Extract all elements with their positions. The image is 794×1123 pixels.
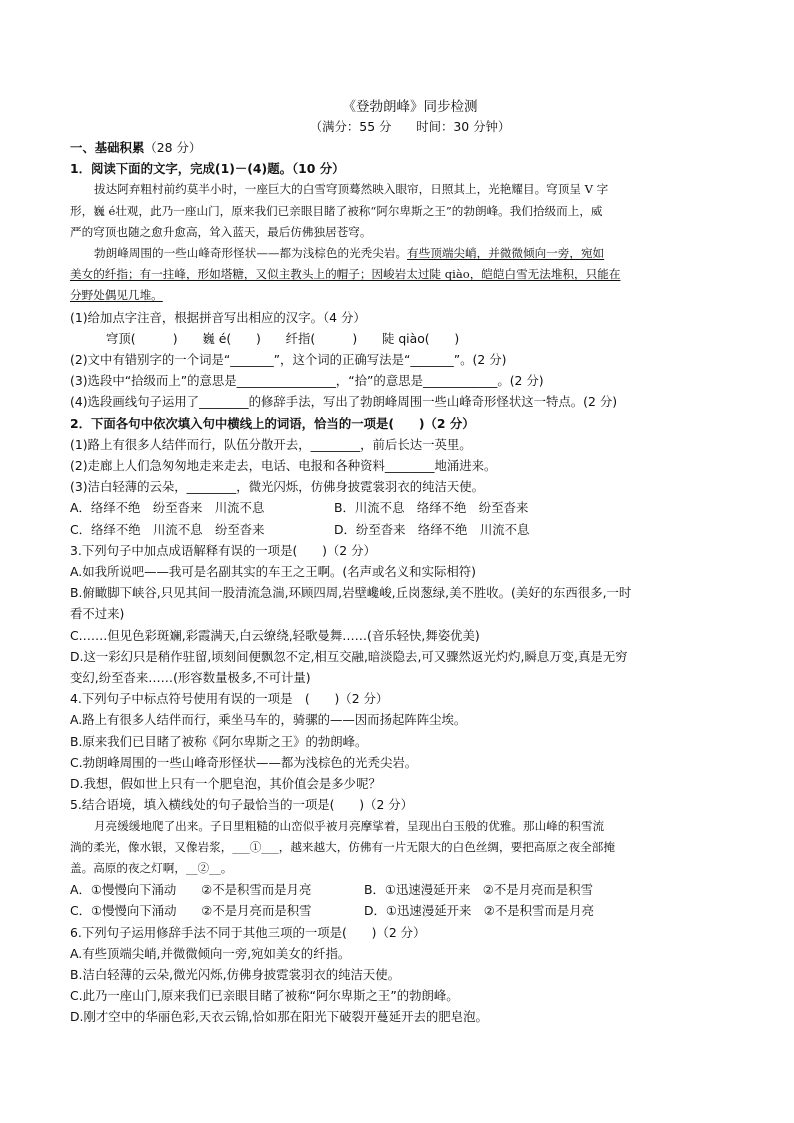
option-b: B．①迅速漫延开来 ②不是月亮而是积雪 [364,882,593,898]
option-b: B.洁白轻薄的云朵,微光闪烁,仿佛身披霓裳羽衣的纯洁天使。 [70,966,401,982]
blank-2: __②__ [185,860,221,875]
question-1-sub-3: (3)选段中“拾级而上”的意思是________________，“拾”的意思是____________。(2 分) [70,373,544,389]
passage-line: 形，巍 é壮观，此乃一座山门，原来我们已亲眼目睹了被称“阿尔卑斯之王”的勃朗峰。我们拾级而上，威 [70,203,603,218]
option-d: D.我想，假如世上只有一个肥皂泡，其价值会是多少呢？ [70,776,381,792]
question-5-stem: 5.结合语境，填入横线处的句子最恰当的一项是( )（2 分） [70,797,414,813]
question-1-sub-1: (1)给加点字注音，根据拼音写出相应的汉字。（4 分） [70,309,366,325]
passage-plain: 勃朗峰周围的一些山峰奇形怪状——都为浅棕色的光秃尖岩。 [94,246,408,261]
option-a: A.如我所说吧——我可是名副其实的车王之王啊。(名声或名义和实际相符) [70,564,476,580]
blank-1: ___①___ [232,839,279,854]
page-title: 《登勃朗峰》同步检测 [342,99,478,115]
option-c: C.……但见色彩斑斓,彩霞满天,白云缭绕,轻歌曼舞……(音乐轻快,舞姿优美) [70,627,480,643]
option-c: C．①慢慢向下涌动 ②不是月亮而是积雪 [70,903,312,919]
passage-line [70,837,730,858]
option-a: A.有些顶端尖峭,并微微倾向一旁,宛如美女的纤指。 [70,945,351,961]
passage-line [70,243,730,264]
passage-line [70,858,730,879]
page-subtitle: （满分：55 分 时间：30 分钟） [309,119,511,134]
section-label: 一、基础积累 [70,140,145,155]
passage-text: 。 [220,860,233,875]
option-d: D．①迅速漫延开来 ②不是积雪而是月亮 [364,903,595,919]
passage-text: 淌的柔光，像水银，又像岩浆， [70,839,233,854]
question-2-sentence-2: (2)走廊上人们急匆匆地走来走去，电话、电报和各种资料________地涌进来。 [70,458,497,474]
underlined-sentence: 有些顶端尖峭，并微微倾向一旁，宛如 [407,246,605,261]
question-1-sub-4: (4)选段画线句子运用了________的修辞手法，写出了勃朗峰周围一些山峰奇形怪状这一特点。(2 分) [70,394,618,410]
question-1-sub-1-items: 穹顶( ) 巍 é( ) 纤指( ) 陡 qiào( ) [106,330,460,346]
passage-text: ，越来越大，仿佛有一片无限大的白色丝绸，要把高原之夜全部掩 [278,839,615,854]
section-score: （28 分） [144,140,202,155]
option-d: D．纷至沓来 络绎不绝 川流不息 [334,521,530,537]
question-2-stem: 2．下面各句中依次填入句中横线上的词语，恰当的一项是( )（2 分） [70,415,475,431]
option-b-continued: 看不过来) [70,606,125,622]
passage-line: 拔达阿弃粗村前约莫半小时，一座巨大的白雪穹顶蓦然映入眼帘，日照其上，光艳耀目。穹顶呈 V 字 [94,182,609,197]
underlined-sentence: 分野处偶见几堆。 [70,288,163,303]
option-c: C．络绎不绝 川流不息 纷至沓来 [70,521,265,537]
question-1-stem: 1．阅读下面的文字，完成(1)－(4)题。（10 分） [70,161,345,177]
option-d: D.刚才空中的华丽色彩,天衣云锦,恰如那在阳光下破裂开蔓延开去的肥皂泡。 [70,1009,488,1025]
section-heading [70,137,730,158]
worksheet-page [70,97,730,1028]
underlined-sentence: 美女的纤指；有一拄峰，形如塔糖，又似主教头上的帽子；因峻岩太过陡 qiào，皑皑白雪无法堆积，只能在 [70,267,621,282]
option-c: C.此乃一座山门,原来我们已亲眼目睹了被称“阿尔卑斯之王”的勃朗峰。 [70,988,459,1004]
question-1-sub-2: (2)文中有错别字的一个词是“_______”，这个词的正确写法是“_______”。(2 分) [70,352,507,368]
option-row [70,497,730,518]
passage-line: 严的穹顶也随之愈升愈高，耸入蓝天，最后仿佛独居苍穹。 [70,224,372,239]
option-row [70,519,730,540]
option-row [70,879,730,900]
question-3-stem: 3.下列句子中加点成语解释有误的一项是( )（2 分） [70,542,376,558]
question-6-stem: 6.下列句子运用修辞手法不同于其他三项的一项是( )（2 分） [70,924,426,940]
option-a: A.路上有很多人结伴而行，乘坐马车的，骑骡的——因而扬起阵阵尘埃。 [70,712,467,728]
option-b: B．川流不息 络绎不绝 纷至沓来 [334,500,529,516]
option-d: D.这一彩幻只是稍作驻留,顷刻间便飘忽不定,相互交融,暗淡隐去,可又骤然返光灼灼,瞬息万变,真是无穷 [70,648,628,664]
passage-text: 盖。高原的夜之灯啊， [70,860,186,875]
option-b: B.俯瞰脚下峡谷,只见其间一股清流急湍,环顾四周,岩壁巉峻,丘岗葱绿,美不胜收。(美好的东西很多,一时 [70,585,632,601]
option-d-continued: 变幻,纷至沓来……(形容数量极多,不可计量) [70,670,311,686]
question-4-stem: 4.下列句子中标点符号使用有误的一项是 ( )（2 分） [70,691,389,707]
passage-line: 月亮缓缓地爬了出来。子日里粗糙的山峦似乎被月亮摩挲着，呈现出白玉般的优雅。那山峰的积雪流 [94,818,605,833]
question-2-sentence-3: (3)洁白轻薄的云朵，________，微光闪烁，仿佛身披霓裳羽衣的纯洁天使。 [70,479,485,495]
question-2-sentence-1: (1)路上有很多人结伴而行，队伍分散开去，________，前后长达一英里。 [70,436,472,452]
option-a: A．①慢慢向下涌动 ②不是积雪而是月亮 [70,882,312,898]
option-b: B.原来我们已目睹了被称《阿尔卑斯之王》的勃朗峰。 [70,733,368,749]
option-row [70,900,730,921]
option-a: A．络绎不绝 纷至沓来 川流不息 [70,500,265,516]
option-c: C.勃朗峰周围的一些山峰奇形怪状——都为浅棕色的光秃尖岩。 [70,754,418,770]
